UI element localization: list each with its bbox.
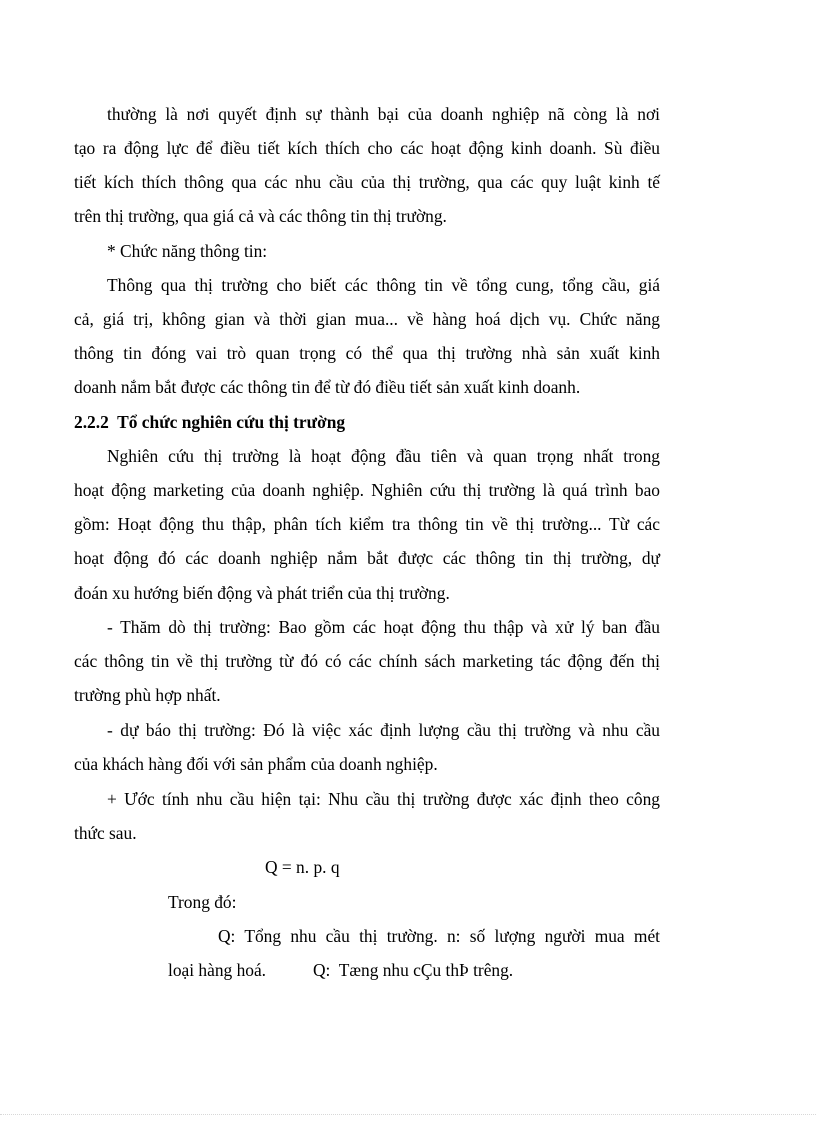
paragraph-line: các thông tin về thị trường từ đó có các chính sách marketing tác động đến thị <box>74 651 660 671</box>
paragraph-line: tạo ra động lực để điều tiết kích thích cho các hoạt động kinh doanh. Sù điều <box>74 138 660 158</box>
paragraph-line: thức sau. <box>74 823 137 843</box>
page-bottom-border <box>0 1114 816 1115</box>
paragraph-line: trên thị trường, qua giá cả và các thông tin thị trường. <box>74 206 447 226</box>
paragraph-line: thông tin đóng vai trò quan trọng có thể qua thị trường nhà sản xuất kinh <box>74 343 660 363</box>
paragraph-line: đoán xu hướng biến động và phát triển của thị trường. <box>74 583 450 603</box>
paragraph-line: gồm: Hoạt động thu thập, phân tích kiểm tra thông tin về thị trường... Từ các <box>74 514 660 534</box>
paragraph-line: của khách hàng đối với sản phẩm của doanh nghiệp. <box>74 754 438 774</box>
paragraph-line: hoạt động marketing của doanh nghiệp. Nghiên cứu thị trường là quá trình bao <box>74 480 660 500</box>
paragraph-line: Trong đó: <box>168 892 237 912</box>
paragraph-line: loại hàng hoá. <box>168 960 267 980</box>
paragraph-line: tiết kích thích thông qua các nhu cầu của thị trường, qua các quy luật kinh tế <box>74 172 660 192</box>
formula: Q = n. p. q <box>265 857 340 877</box>
section-heading: 2.2.2 Tổ chức nghiên cứu thị trường <box>74 412 346 432</box>
paragraph-line: hoạt động đó các doanh nghiệp nắm bắt được các thông tin thị trường, dự <box>74 548 660 568</box>
paragraph-line: + Ước tính nhu cầu hiện tại: Nhu cầu thị trường được xác định theo công <box>107 789 660 809</box>
paragraph-line: Q: Tæng nhu cÇu thÞ trêng. <box>313 960 514 980</box>
section-label: * Chức năng thông tin: <box>107 241 268 261</box>
paragraph-line: Q: Tổng nhu cầu thị trường. n: số lượng người mua mét <box>218 926 660 946</box>
paragraph-line: cả, giá trị, không gian và thời gian mua... về hàng hoá dịch vụ. Chức năng <box>74 309 660 329</box>
paragraph-line: thường là nơi quyết định sự thành bại của doanh nghiệp nã còng là nơi <box>107 104 660 124</box>
paragraph-line: doanh nắm bắt được các thông tin để từ đó điều tiết sản xuất kinh doanh. <box>74 377 581 397</box>
paragraph-line: - dự báo thị trường: Đó là việc xác định lượng cầu thị trường và nhu cầu <box>107 720 660 740</box>
paragraph-line: Nghiên cứu thị trường là hoạt động đầu tiên và quan trọng nhất trong <box>107 446 660 466</box>
paragraph-line: trường phù hợp nhất. <box>74 685 221 705</box>
paragraph-line: - Thăm dò thị trường: Bao gồm các hoạt động thu thập và xử lý ban đầu <box>107 617 660 637</box>
paragraph-line: Thông qua thị trường cho biết các thông tin về tổng cung, tổng cầu, giá <box>107 275 660 295</box>
